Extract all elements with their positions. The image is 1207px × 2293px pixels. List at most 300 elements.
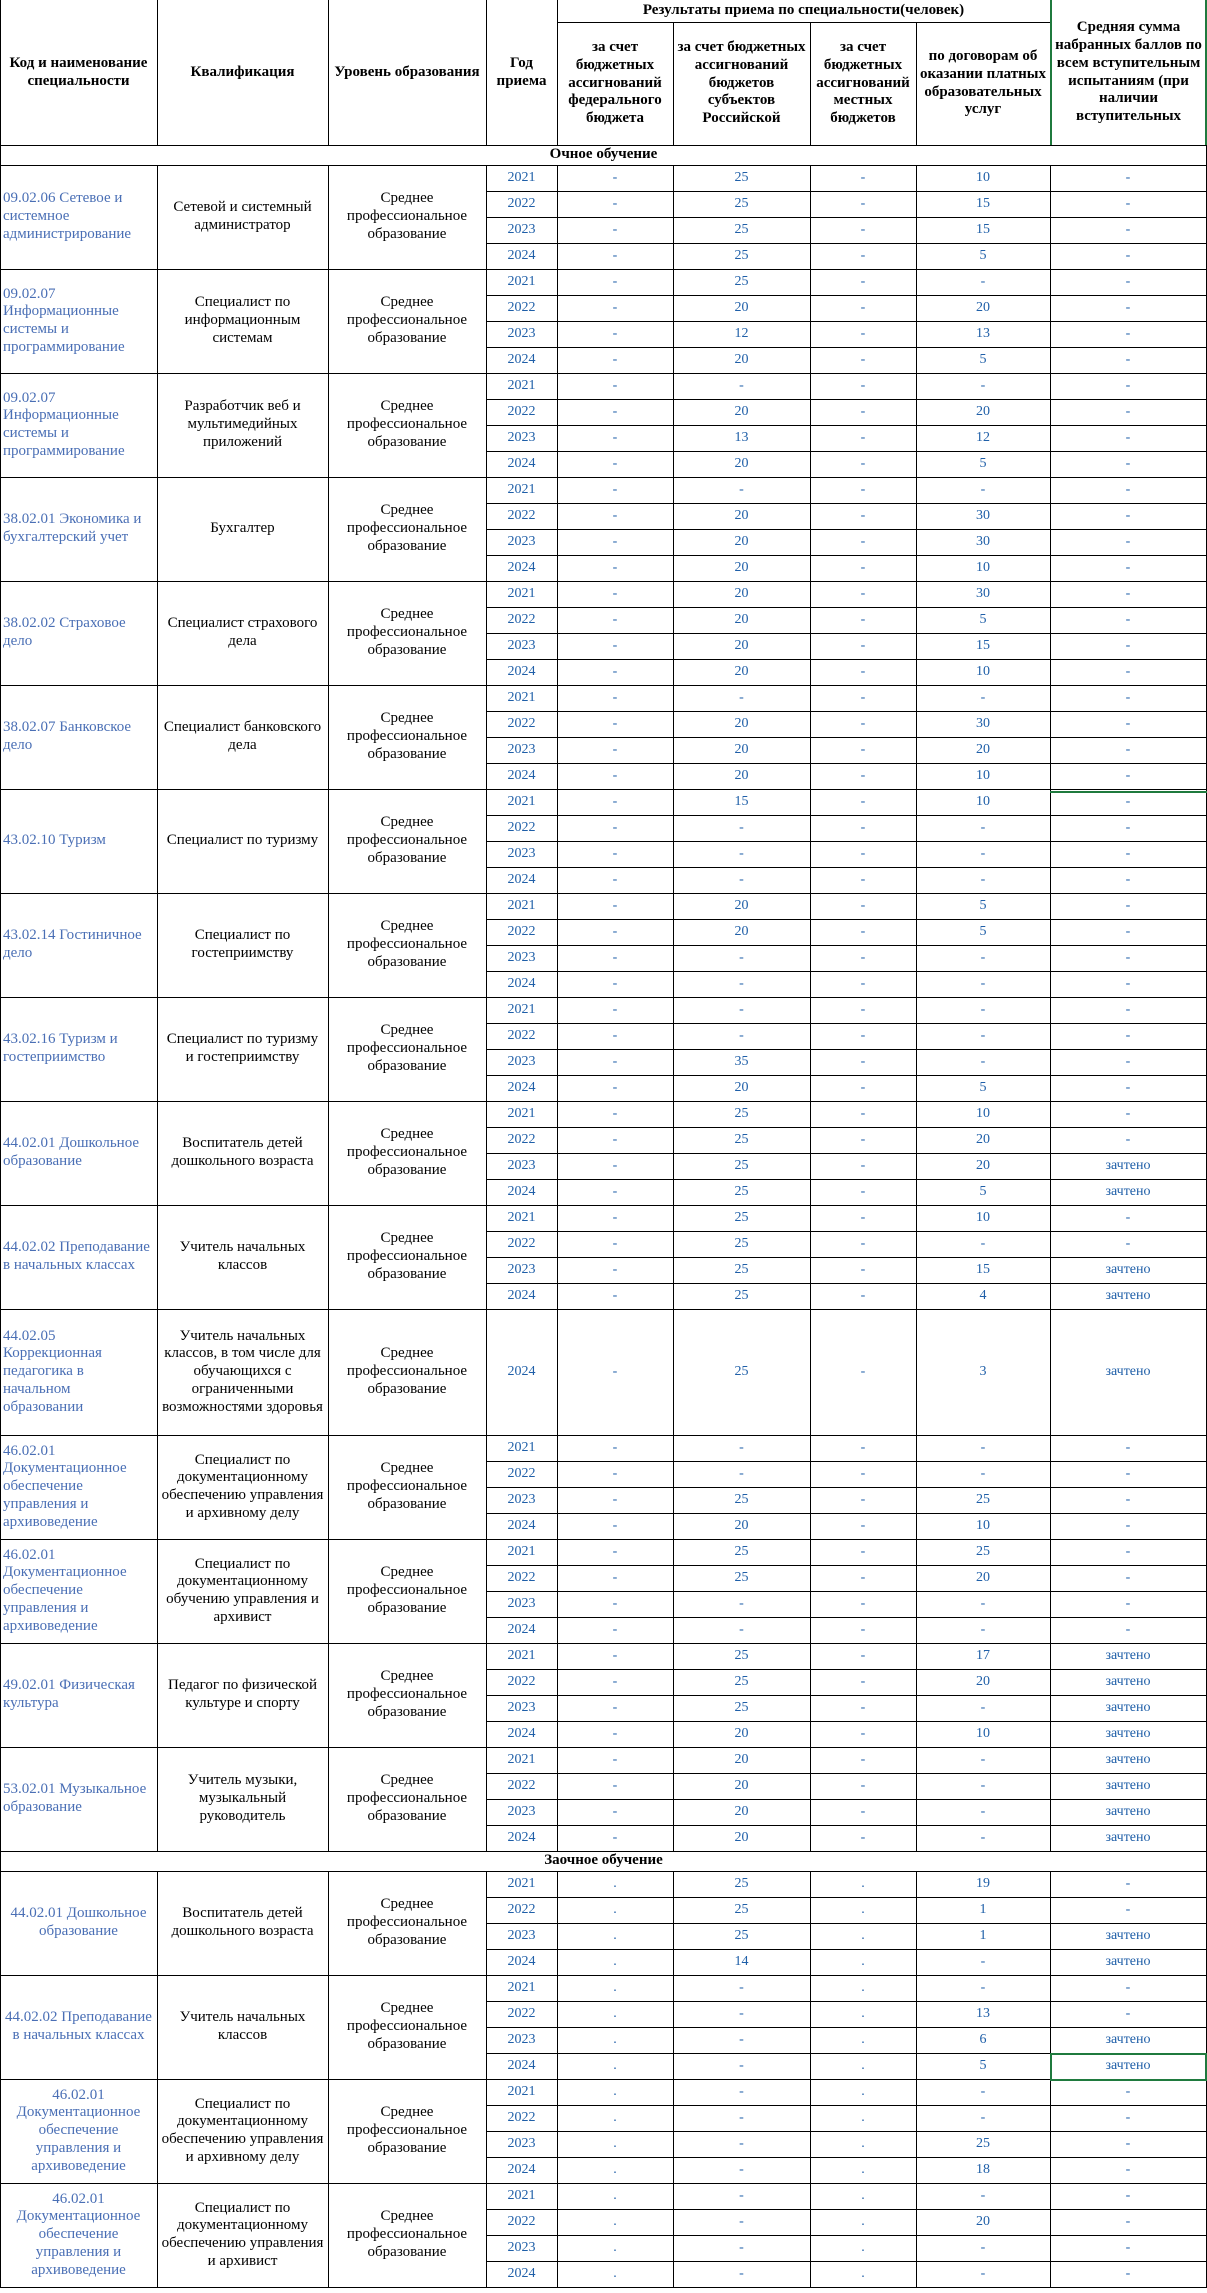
federal-budget-value: - — [612, 1569, 618, 1585]
admission-year: 2023 — [507, 1491, 536, 1507]
local-budget-value: - — [860, 1777, 866, 1793]
subject-budget-value: 20 — [734, 637, 749, 653]
federal-budget-value: - — [612, 507, 618, 523]
average-score-value: - — [1125, 1105, 1131, 1121]
federal-budget-value: - — [612, 533, 618, 549]
admission-year: 2022 — [507, 2213, 536, 2229]
paid-contracts-value: - — [980, 1751, 986, 1767]
admission-year: 2021 — [507, 585, 536, 601]
average-score-value: - — [1125, 1465, 1131, 1481]
paid-contracts-value: - — [980, 1027, 986, 1043]
admission-year: 2022 — [507, 1235, 536, 1251]
admission-year: 2023 — [507, 533, 536, 549]
admission-year: 2023 — [507, 2135, 536, 2151]
admission-year: 2024 — [507, 1953, 536, 1969]
admission-year: 2021 — [507, 1647, 536, 1663]
paid-contracts-value: 15 — [976, 637, 990, 653]
average-score-value: зачтено — [1105, 1751, 1151, 1767]
subject-budget-value: 35 — [734, 1053, 749, 1069]
average-score-value: - — [1125, 377, 1131, 393]
federal-budget-value: - — [612, 1235, 618, 1251]
qualification: Педагог по физической культуре и спорту — [167, 1677, 318, 1711]
federal-budget-value: - — [612, 1777, 618, 1793]
admission-year: 2021 — [507, 481, 536, 497]
local-budget-value: - — [860, 1699, 866, 1715]
paid-contracts-value: 20 — [976, 299, 990, 315]
local-budget-value: - — [860, 247, 866, 263]
admission-year: 2021 — [507, 1001, 536, 1017]
qualification: Специалист по документационному обеспечению управления и архивному делу — [161, 1451, 324, 1521]
subject-budget-value: 15 — [734, 793, 749, 809]
federal-budget-value: - — [612, 1673, 618, 1689]
federal-budget-value: - — [612, 1105, 618, 1121]
federal-budget-value: - — [612, 923, 618, 939]
federal-budget-value: - — [612, 1053, 618, 1069]
local-budget-value: - — [860, 299, 866, 315]
average-score-value: - — [1125, 1621, 1131, 1637]
average-score-value: - — [1125, 1079, 1131, 1095]
admission-year: 2023 — [507, 1261, 536, 1277]
specialty-code: 44.02.01 Дошкольное образование — [3, 1135, 140, 1169]
local-budget-value: - — [860, 1569, 866, 1585]
local-budget-value: - — [860, 1209, 866, 1225]
admission-year: 2024 — [507, 455, 536, 471]
education-level: Среднее профессиональное образование — [346, 398, 468, 450]
specialty-code: 09.02.07 Информационные системы и программирование — [3, 389, 125, 459]
admission-year: 2021 — [507, 1543, 536, 1559]
subject-budget-value: 20 — [734, 715, 749, 731]
local-budget-value: - — [860, 1157, 866, 1173]
local-budget-value: - — [860, 897, 866, 913]
federal-budget-value: - — [612, 195, 618, 211]
admission-year: 2023 — [507, 741, 536, 757]
local-budget-value: . — [861, 1875, 865, 1891]
subject-budget-value: 20 — [734, 741, 749, 757]
admission-year: 2021 — [507, 897, 536, 913]
subject-budget-value: - — [739, 2213, 744, 2229]
subject-budget-value: - — [739, 2109, 744, 2125]
subject-budget-value: - — [739, 481, 744, 497]
subject-budget-value: 20 — [734, 923, 749, 939]
average-score-value: - — [1125, 2005, 1131, 2021]
average-score-value: зачтено — [1105, 1287, 1151, 1303]
federal-budget-value: - — [612, 715, 618, 731]
paid-contracts-value: - — [980, 1803, 986, 1819]
qualification: Специалист страхового дела — [167, 615, 318, 649]
paid-contracts-value: 18 — [976, 2161, 990, 2177]
average-score-value: - — [1125, 1439, 1131, 1455]
local-budget-value: - — [860, 559, 866, 575]
subject-budget-value: 20 — [734, 897, 749, 913]
admission-year: 2023 — [507, 845, 536, 861]
admission-year: 2023 — [507, 325, 536, 341]
subject-budget-value: - — [739, 1621, 744, 1637]
admission-year: 2024 — [507, 1287, 536, 1303]
admission-year: 2024 — [507, 1517, 536, 1533]
average-score-value: - — [1125, 2135, 1131, 2151]
local-budget-value: - — [860, 1287, 866, 1303]
local-budget-value: - — [860, 403, 866, 419]
subject-budget-value: - — [739, 1001, 744, 1017]
education-level: Среднее профессиональное образование — [346, 2208, 468, 2260]
local-budget-value: - — [860, 715, 866, 731]
education-level: Среднее профессиональное образование — [346, 1230, 468, 1282]
specialty-code: 46.02.01 Документационное обеспечение управления и архивоведение — [16, 2086, 141, 2174]
subject-budget-value: - — [739, 1465, 744, 1481]
paid-contracts-value: - — [980, 1829, 986, 1845]
federal-budget-value: - — [612, 481, 618, 497]
specialty-code: 46.02.01 Документационное обеспечение управления и архивоведение — [16, 2190, 141, 2278]
admission-year: 2024 — [507, 1725, 536, 1741]
specialty-code: 09.02.06 Сетевое и системное администрирование — [3, 190, 132, 242]
average-score-value: - — [1125, 2265, 1131, 2281]
average-score-value: - — [1125, 663, 1131, 679]
section-title: Заочное обучение — [544, 1852, 663, 1869]
subject-budget-value: - — [739, 2239, 744, 2255]
subject-budget-value: - — [739, 1595, 744, 1611]
paid-contracts-value: - — [980, 975, 986, 991]
local-budget-value: - — [860, 1105, 866, 1121]
subject-budget-value: 20 — [734, 1751, 749, 1767]
federal-budget-value: - — [612, 1829, 618, 1845]
federal-budget-value: - — [612, 637, 618, 653]
local-budget-value: - — [860, 1803, 866, 1819]
federal-budget-value: - — [612, 247, 618, 263]
paid-contracts-value: 20 — [976, 403, 990, 419]
admission-year: 2022 — [507, 923, 536, 939]
federal-budget-value: - — [612, 1157, 618, 1173]
paid-contracts-value: - — [980, 689, 986, 705]
specialty-code: 44.02.02 Преподавание в начальных классах — [3, 1239, 150, 1273]
specialty-code: 46.02.01 Документационное обеспечение управления и архивоведение — [3, 1546, 127, 1634]
average-score-value: - — [1125, 533, 1131, 549]
subject-budget-value: - — [739, 975, 744, 991]
federal-budget-value: . — [613, 2265, 617, 2281]
admission-year: 2024 — [507, 1183, 536, 1199]
average-score-value: - — [1125, 975, 1131, 991]
federal-budget-value: - — [612, 1751, 618, 1767]
local-budget-value: . — [861, 2109, 865, 2125]
admission-year: 2023 — [507, 1053, 536, 1069]
qualification: Бухгалтер — [210, 520, 275, 537]
paid-contracts-value: 10 — [976, 1209, 990, 1225]
federal-budget-value: . — [613, 2005, 617, 2021]
average-score-value: - — [1125, 637, 1131, 653]
paid-contracts-value: 10 — [976, 1105, 990, 1121]
paid-contracts-value: 10 — [976, 1725, 990, 1741]
subject-budget-value: 25 — [734, 221, 749, 237]
subject-budget-value: - — [739, 1979, 744, 1995]
paid-contracts-value: 5 — [979, 1079, 987, 1095]
admission-year: 2023 — [507, 637, 536, 653]
paid-contracts-value: 5 — [979, 455, 987, 471]
average-score-value: - — [1125, 715, 1131, 731]
paid-contracts-value: - — [980, 273, 986, 289]
local-budget-value: - — [860, 1595, 866, 1611]
paid-contracts-value: 17 — [976, 1647, 990, 1663]
local-budget-value: . — [861, 2161, 865, 2177]
federal-budget-value: - — [612, 1491, 618, 1507]
education-level: Среднее профессиональное образование — [346, 502, 468, 554]
paid-contracts-value: 12 — [976, 429, 990, 445]
paid-contracts-value: - — [980, 377, 986, 393]
specialty-code: 44.02.02 Преподавание в начальных классах — [5, 2009, 152, 2043]
federal-budget-value: . — [613, 2213, 617, 2229]
federal-budget-value: - — [612, 1131, 618, 1147]
subject-budget-value: - — [739, 2161, 744, 2177]
average-score-value: - — [1125, 1569, 1131, 1585]
local-budget-value: . — [861, 2057, 865, 2073]
paid-contracts-value: 15 — [976, 195, 990, 211]
subject-budget-value: 25 — [734, 1927, 749, 1943]
local-budget-value: - — [860, 767, 866, 783]
federal-budget-value: - — [612, 455, 618, 471]
average-score-value: - — [1125, 611, 1131, 627]
federal-budget-value: - — [612, 1363, 618, 1379]
paid-contracts-value: 10 — [976, 559, 990, 575]
average-score-value: зачтено — [1105, 1953, 1151, 1969]
local-budget-value: - — [860, 507, 866, 523]
subject-budget-value: 20 — [734, 1079, 749, 1095]
local-budget-value: . — [861, 2265, 865, 2281]
paid-contracts-value: - — [980, 949, 986, 965]
paid-contracts-value: - — [980, 2239, 986, 2255]
subject-budget-value: 20 — [734, 351, 749, 367]
local-budget-value: - — [860, 975, 866, 991]
admission-year: 2022 — [507, 1131, 536, 1147]
admission-year: 2024 — [507, 247, 536, 263]
subject-budget-value: 25 — [734, 247, 749, 263]
admission-year: 2024 — [507, 1621, 536, 1637]
paid-contracts-value: 1 — [979, 1901, 987, 1917]
admission-year: 2022 — [507, 611, 536, 627]
qualification: Учитель начальных классов — [179, 2009, 306, 2043]
federal-budget-value: - — [612, 1027, 618, 1043]
admission-year: 2022 — [507, 1569, 536, 1585]
admission-year: 2021 — [507, 1979, 536, 1995]
paid-contracts-value: - — [980, 845, 986, 861]
average-score-value: - — [1125, 1209, 1131, 1225]
subject-budget-value: 12 — [734, 325, 749, 341]
federal-budget-value: . — [613, 2083, 617, 2099]
admission-year: 2023 — [507, 2239, 536, 2255]
local-budget-value: . — [861, 2031, 865, 2047]
admission-year: 2021 — [507, 377, 536, 393]
paid-contracts-value: 19 — [976, 1875, 990, 1891]
subject-budget-value: 25 — [734, 1261, 749, 1277]
local-budget-value: - — [860, 845, 866, 861]
paid-contracts-value: 13 — [976, 325, 990, 341]
local-budget-value: . — [861, 1901, 865, 1917]
local-budget-value: - — [860, 195, 866, 211]
subject-budget-value: - — [739, 1027, 744, 1043]
average-score-value: - — [1125, 481, 1131, 497]
admission-year: 2022 — [507, 1465, 536, 1481]
paid-contracts-value: - — [980, 481, 986, 497]
federal-budget-value: - — [612, 273, 618, 289]
average-score-value: - — [1125, 2213, 1131, 2229]
average-score-value: - — [1125, 845, 1131, 861]
specialty-code: 38.02.07 Банковское дело — [3, 719, 132, 753]
qualification: Специалист по информационным системам — [184, 294, 301, 346]
subject-budget-value: 25 — [734, 1209, 749, 1225]
federal-budget-value: . — [613, 1953, 617, 1969]
average-score-value: зачтено — [1105, 1647, 1151, 1663]
local-budget-value: . — [861, 2005, 865, 2021]
admission-year: 2023 — [507, 2031, 536, 2047]
average-score-value: - — [1125, 1001, 1131, 1017]
average-score-value: - — [1125, 2239, 1131, 2255]
education-level: Среднее профессиональное образование — [346, 918, 468, 970]
average-score-value: - — [1125, 559, 1131, 575]
qualification: Учитель музыки, музыкальный руководитель — [187, 1772, 298, 1824]
federal-budget-value: - — [612, 299, 618, 315]
header-code: Код и наименование специальности — [9, 54, 148, 89]
subject-budget-value: 20 — [734, 533, 749, 549]
subject-budget-value: 25 — [734, 1699, 749, 1715]
federal-budget-value: - — [612, 429, 618, 445]
qualification: Специалист по документационному обучению управления и архивист — [166, 1555, 319, 1625]
paid-contracts-value: 20 — [976, 1157, 990, 1173]
paid-contracts-value: - — [980, 1595, 986, 1611]
local-budget-value: - — [860, 637, 866, 653]
qualification: Специалист по туризму — [166, 832, 319, 849]
subject-budget-value: 25 — [734, 1491, 749, 1507]
federal-budget-value: - — [612, 871, 618, 887]
specialty-code: 46.02.01 Документационное обеспечение управления и архивоведение — [3, 1442, 127, 1530]
qualification: Учитель начальных классов, в том числе для обучающихся с ограниченными возможностями здоровья — [162, 1327, 323, 1415]
paid-contracts-value: 5 — [979, 1183, 987, 1199]
federal-budget-value: - — [612, 767, 618, 783]
subject-budget-value: 25 — [734, 1105, 749, 1121]
admission-year: 2023 — [507, 429, 536, 445]
average-score-value: зачтено — [1105, 1363, 1151, 1379]
admission-year: 2024 — [507, 767, 536, 783]
header-level: Уровень образования — [334, 63, 480, 80]
federal-budget-value: - — [612, 819, 618, 835]
admission-year: 2022 — [507, 403, 536, 419]
paid-contracts-value: 5 — [979, 247, 987, 263]
federal-budget-value: - — [612, 1183, 618, 1199]
header-subject: за счет бюджетных ассигнований бюджетов субъектов Российской — [677, 39, 806, 127]
header-paid: по договорам об оказании платных образовательных услуг — [919, 48, 1046, 118]
local-budget-value: - — [860, 1517, 866, 1533]
paid-contracts-value: 25 — [976, 1543, 990, 1559]
local-budget-value: - — [860, 611, 866, 627]
average-score-value: зачтено — [1105, 1673, 1151, 1689]
average-score-value: - — [1125, 871, 1131, 887]
average-score-value: - — [1125, 897, 1131, 913]
local-budget-value: - — [860, 429, 866, 445]
federal-budget-value: . — [613, 2135, 617, 2151]
admission-year: 2021 — [507, 1439, 536, 1455]
federal-budget-value: - — [612, 741, 618, 757]
federal-budget-value: . — [613, 1875, 617, 1891]
local-budget-value: - — [860, 1829, 866, 1845]
qualification: Сетевой и системный администратор — [173, 199, 312, 233]
qualification: Специалист по гостеприимству — [191, 927, 294, 961]
federal-budget-value: - — [612, 1621, 618, 1637]
qualification: Учитель начальных классов — [179, 1239, 306, 1273]
subject-budget-value: 25 — [734, 1157, 749, 1173]
average-score-value: - — [1125, 1053, 1131, 1069]
average-score-value: зачтено — [1105, 1699, 1151, 1715]
average-score-value: - — [1125, 1235, 1131, 1251]
specialty-code: 43.02.16 Туризм и гостеприимство — [3, 1031, 118, 1065]
average-score-value: зачтено — [1105, 1927, 1151, 1943]
federal-budget-value: - — [612, 1647, 618, 1663]
paid-contracts-value: - — [980, 1465, 986, 1481]
federal-budget-value: - — [612, 559, 618, 575]
federal-budget-value: - — [612, 1699, 618, 1715]
subject-budget-value: - — [739, 377, 744, 393]
paid-contracts-value: 15 — [976, 1261, 990, 1277]
federal-budget-value: . — [613, 2109, 617, 2125]
admission-year: 2022 — [507, 1673, 536, 1689]
average-score-value: зачтено — [1105, 2057, 1151, 2073]
subject-budget-value: 20 — [734, 585, 749, 601]
local-budget-value: - — [860, 663, 866, 679]
local-budget-value: - — [860, 325, 866, 341]
education-level: Среднее профессиональное образование — [346, 814, 468, 866]
federal-budget-value: - — [612, 325, 618, 341]
federal-budget-value: - — [612, 975, 618, 991]
section-title: Очное обучение — [549, 146, 658, 163]
admission-year: 2024 — [507, 871, 536, 887]
admission-year: 2021 — [507, 2083, 536, 2099]
paid-contracts-value: 10 — [976, 767, 990, 783]
average-score-value: - — [1125, 689, 1131, 705]
subject-budget-value: 20 — [734, 299, 749, 315]
local-budget-value: . — [861, 1927, 865, 1943]
local-budget-value: - — [860, 793, 866, 809]
header-year: Год приема — [496, 54, 547, 89]
qualification: Специалист по документационному обеспечению управления и архивист — [161, 2199, 324, 2269]
paid-contracts-value: 6 — [979, 2031, 987, 2047]
average-score-value: зачтено — [1105, 1725, 1151, 1741]
federal-budget-value: - — [612, 1803, 618, 1819]
federal-budget-value: . — [613, 2031, 617, 2047]
subject-budget-value: 20 — [734, 507, 749, 523]
federal-budget-value: - — [612, 221, 618, 237]
local-budget-value: - — [860, 169, 866, 185]
admission-year: 2021 — [507, 2187, 536, 2203]
admission-year: 2021 — [507, 1751, 536, 1767]
paid-contracts-value: 10 — [976, 1517, 990, 1533]
subject-budget-value: - — [739, 2057, 744, 2073]
qualification: Воспитатель детей дошкольного возраста — [171, 1135, 314, 1169]
paid-contracts-value: 30 — [976, 715, 990, 731]
average-score-value: - — [1125, 455, 1131, 471]
paid-contracts-value: - — [980, 871, 986, 887]
education-level: Среднее профессиональное образование — [346, 710, 468, 762]
local-budget-value: - — [860, 481, 866, 497]
local-budget-value: - — [860, 1079, 866, 1095]
local-budget-value: - — [860, 1363, 866, 1379]
admission-year: 2023 — [507, 1699, 536, 1715]
subject-budget-value: 20 — [734, 1517, 749, 1533]
average-score-value: зачтено — [1105, 1261, 1151, 1277]
subject-budget-value: - — [739, 689, 744, 705]
local-budget-value: - — [860, 1235, 866, 1251]
paid-contracts-value: 1 — [979, 1927, 987, 1943]
average-score-value: - — [1125, 1979, 1131, 1995]
admission-year: 2023 — [507, 1595, 536, 1611]
local-budget-value: - — [860, 1053, 866, 1069]
paid-contracts-value: - — [980, 2187, 986, 2203]
specialty-code: 53.02.01 Музыкальное образование — [3, 1781, 147, 1815]
qualification: Воспитатель детей дошкольного возраста — [171, 1905, 314, 1939]
